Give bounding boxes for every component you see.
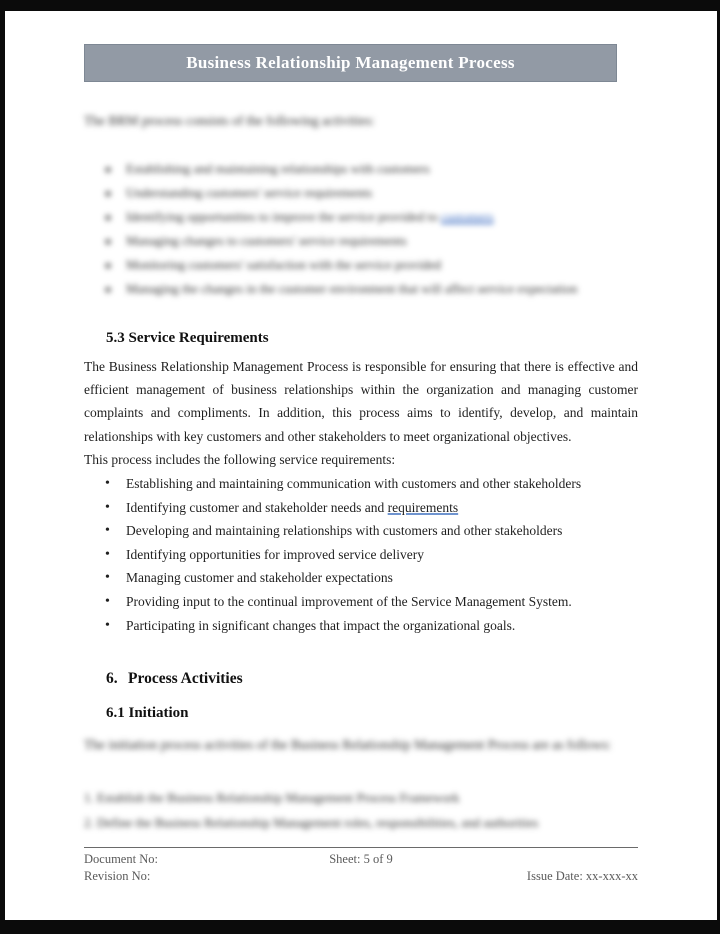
revision-no-label: Revision No: xyxy=(84,868,151,883)
service-requirements-lead: This process includes the following service requirements: xyxy=(84,451,396,467)
list-item: • Identifying opportunities for improved service delivery xyxy=(84,543,638,567)
intro-paragraph-blurred: The BRM process consists of the following activities: xyxy=(84,113,375,128)
footer-spacer xyxy=(453,851,638,868)
issue-date-label: Issue Date: xx-xxx-xx xyxy=(526,868,639,883)
list-item: ❖ Identifying opportunities to improve the service provided to customers xyxy=(84,205,638,229)
section-label: Process Activities xyxy=(128,670,243,688)
list-item: • Participating in significant changes that impact the organizational goals. xyxy=(84,614,638,638)
document-page xyxy=(5,11,717,920)
initiation-step: 2. Define the Business Relationship Management roles, responsibilities, and authorities xyxy=(84,815,539,831)
list-item: ❖ Monitoring customers' satisfaction with the service provided xyxy=(84,253,638,277)
title-banner xyxy=(84,44,617,82)
customers-link[interactable]: customers xyxy=(440,209,494,224)
list-item: • Identifying customer and stakeholder needs and requirements xyxy=(84,496,638,520)
list-item: ❖ Managing the changes in the customer environment that will affect service expectation xyxy=(84,277,638,301)
initiation-steps-blurred xyxy=(84,785,638,835)
list-item: ❖ Establishing and maintaining relationships with customers xyxy=(84,157,638,181)
list-item: • Developing and maintaining relationships with customers and other stakeholders xyxy=(84,519,638,543)
brm-activities-list-blurred xyxy=(84,157,638,301)
list-item: • Providing input to the continual improvement of the Service Management System. xyxy=(84,590,638,614)
service-requirements-paragraph: The Business Relationship Management Process is responsible for ensuring that there is effective and efficient management of business relationships within the organization and managing customer complaints and compliments. In addition, this process aims to identify, develop, and maintain relationships with key customers and other stakeholders to meet organizational objectives. xyxy=(84,359,638,444)
sheet-number: Sheet: 5 of 9 xyxy=(329,852,393,866)
list-item: • Establishing and maintaining communication with customers and other stakeholders xyxy=(84,472,638,496)
requirements-link[interactable]: requirements xyxy=(387,499,459,515)
page-title: Business Relationship Management Process xyxy=(186,53,515,72)
list-item: ❖ Understanding customers' service requirements xyxy=(84,181,638,205)
section-heading-service-requirements: 5.3 Service Requirements xyxy=(106,330,269,346)
initiation-lead-blurred: The initiation process activities of the Business Relationship Management Process are as follows: xyxy=(84,737,612,753)
section-number: 6. xyxy=(106,670,118,688)
list-item: • Managing customer and stakeholder expectations xyxy=(84,566,638,590)
page-footer xyxy=(84,847,638,884)
section-heading-initiation: 6.1 Initiation xyxy=(106,705,189,722)
initiation-step: 1. Establish the Business Relationship Management Process Framework xyxy=(84,790,460,806)
list-item: ❖ Managing changes to customers' service requirements xyxy=(84,229,638,253)
footer-spacer xyxy=(269,868,454,885)
document-no-label: Document No: xyxy=(84,852,158,866)
section-heading-process-activities xyxy=(84,668,638,690)
service-requirements-list xyxy=(84,472,638,637)
